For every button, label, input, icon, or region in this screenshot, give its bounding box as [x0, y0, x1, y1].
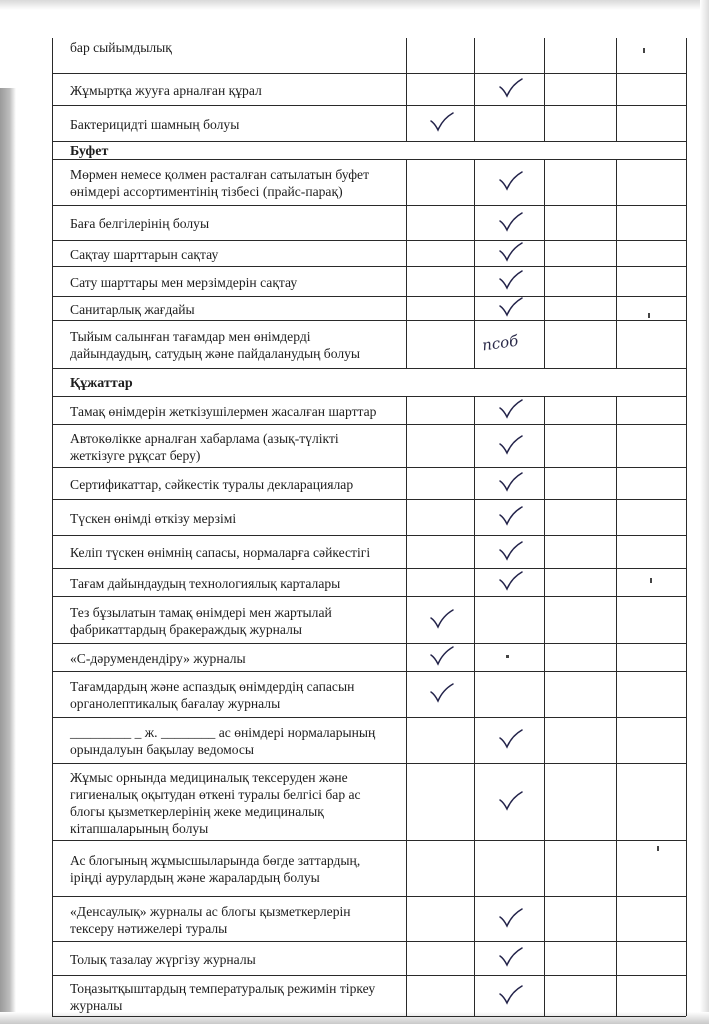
column-divider — [52, 368, 53, 396]
column-divider — [544, 205, 545, 240]
row-label: Мөрмен немесе қолмен расталған сатылатын буфет — [70, 167, 370, 182]
row-label: Автокөлікке арналған хабарлама (азық-түлікті — [70, 431, 339, 446]
row-label: Жұмыс орнында медициналық тексеруден және — [70, 770, 348, 785]
column-divider — [616, 535, 617, 568]
row-divider — [52, 266, 686, 267]
column-divider — [406, 38, 407, 73]
row-label: Келіп түскен өнімнің сапасы, нормаларға сәйкестігі — [70, 545, 371, 560]
column-divider — [474, 159, 475, 205]
handwritten-note: псоб — [480, 331, 520, 355]
column-divider — [52, 73, 53, 105]
column-divider — [474, 424, 475, 467]
column-divider — [686, 535, 687, 568]
column-divider — [544, 717, 545, 763]
row-divider — [52, 840, 686, 841]
row-divider — [52, 763, 686, 764]
column-divider — [474, 717, 475, 763]
column-divider — [406, 763, 407, 840]
column-divider — [686, 896, 687, 941]
check-mark-icon — [498, 77, 524, 99]
row-label: Баға белгілерінің болуы — [70, 216, 210, 231]
row-label: «Денсаулық» журналы ас блогы қызметкерлерін — [70, 904, 351, 919]
row-label: гигиеналық оқытудан өткені туралы белгісі бар ас — [70, 787, 361, 802]
column-divider — [616, 38, 617, 73]
column-divider — [616, 499, 617, 535]
column-divider — [52, 671, 53, 717]
check-mark-icon — [498, 296, 524, 318]
column-divider — [616, 73, 617, 105]
check-mark-icon — [498, 728, 524, 750]
column-divider — [686, 499, 687, 535]
column-divider — [52, 763, 53, 840]
column-divider — [52, 159, 53, 205]
column-divider — [686, 643, 687, 671]
row-label: органолептикалық бағалау журналы — [70, 696, 281, 711]
row-label: Сертификаттар, сәйкестік туралы декларациялар — [70, 477, 354, 492]
column-divider — [686, 159, 687, 205]
row-divider — [52, 975, 686, 976]
column-divider — [474, 38, 475, 73]
column-divider — [686, 717, 687, 763]
row-label: Сақтау шарттарын сақтау — [70, 247, 219, 262]
column-divider — [686, 368, 687, 396]
column-divider — [544, 240, 545, 266]
column-divider — [686, 240, 687, 266]
row-label: Санитарлық жағдайы — [70, 302, 195, 317]
column-divider — [474, 840, 475, 896]
column-divider — [686, 424, 687, 467]
section-heading: Құжаттар — [70, 376, 133, 391]
row-label: кітапшаларының болуы — [70, 821, 209, 836]
column-divider — [686, 941, 687, 975]
column-divider — [406, 424, 407, 467]
column-divider — [52, 896, 53, 941]
column-divider — [406, 159, 407, 205]
column-divider — [406, 73, 407, 105]
column-divider — [616, 205, 617, 240]
check-mark-icon — [498, 790, 524, 812]
column-divider — [686, 596, 687, 643]
column-divider — [406, 671, 407, 717]
column-divider — [52, 38, 53, 73]
column-divider — [544, 38, 545, 73]
column-divider — [52, 296, 53, 320]
column-divider — [52, 141, 53, 159]
column-divider — [686, 205, 687, 240]
column-divider — [544, 467, 545, 499]
column-divider — [616, 424, 617, 467]
row-divider — [52, 424, 686, 425]
column-divider — [616, 596, 617, 643]
ink-speck — [643, 48, 645, 53]
row-divider — [52, 73, 686, 74]
column-divider — [616, 840, 617, 896]
column-divider — [474, 499, 475, 535]
column-divider — [406, 535, 407, 568]
row-divider — [52, 499, 686, 500]
column-divider — [616, 671, 617, 717]
row-divider — [52, 568, 686, 569]
row-label: фабрикаттардың бракераждық журналы — [70, 622, 302, 637]
check-mark-icon — [498, 540, 524, 562]
column-divider — [686, 840, 687, 896]
column-divider — [686, 296, 687, 320]
column-divider — [406, 396, 407, 424]
column-divider — [474, 105, 475, 141]
column-divider — [686, 320, 687, 368]
check-mark-icon — [498, 946, 524, 968]
column-divider — [686, 105, 687, 141]
column-divider — [474, 396, 475, 424]
row-label: «С-дәрумендендіру» журналы — [70, 651, 246, 666]
column-divider — [52, 596, 53, 643]
column-divider — [544, 643, 545, 671]
column-divider — [474, 320, 475, 368]
column-divider — [474, 266, 475, 296]
column-divider — [474, 467, 475, 499]
column-divider — [474, 941, 475, 975]
row-divider — [52, 896, 686, 897]
row-label: Сату шарттары мен мерзімдерін сақтау — [70, 275, 298, 290]
ink-speck — [650, 578, 652, 583]
column-divider — [474, 296, 475, 320]
row-label: Тамақ өнімдерін жеткізушілермен жасалған шарттар — [70, 404, 377, 419]
row-divider — [52, 467, 686, 468]
column-divider — [544, 941, 545, 975]
column-divider — [544, 975, 545, 1016]
column-divider — [686, 266, 687, 296]
check-mark-icon — [498, 907, 524, 929]
check-mark-icon — [498, 211, 524, 233]
column-divider — [616, 717, 617, 763]
column-divider — [544, 499, 545, 535]
row-divider — [52, 240, 686, 241]
row-divider — [52, 105, 686, 106]
row-label: өнімдері ассортиментінің тізбесі (прайс-парақ) — [70, 184, 343, 199]
row-label: Тоңазытқыштардың температуралық режимін тіркеу — [70, 981, 376, 996]
check-mark-icon — [498, 170, 524, 192]
column-divider — [544, 568, 545, 596]
row-label: журналы — [70, 998, 123, 1013]
row-label: Түскен өнімді өткізу мерзімі — [70, 511, 237, 526]
check-mark-icon — [429, 608, 455, 630]
row-divider — [52, 596, 686, 597]
column-divider — [616, 941, 617, 975]
column-divider — [544, 396, 545, 424]
column-divider — [686, 396, 687, 424]
column-divider — [686, 141, 687, 159]
column-divider — [52, 941, 53, 975]
row-label: тексеру нәтижелері туралы — [70, 921, 228, 936]
column-divider — [406, 499, 407, 535]
column-divider — [686, 73, 687, 105]
column-divider — [616, 568, 617, 596]
column-divider — [616, 296, 617, 320]
column-divider — [616, 105, 617, 141]
column-divider — [406, 105, 407, 141]
row-label: жеткізуге рұқсат беру) — [70, 448, 201, 463]
column-divider — [474, 896, 475, 941]
column-divider — [52, 467, 53, 499]
row-divider — [52, 717, 686, 718]
column-divider — [52, 840, 53, 896]
column-divider — [474, 240, 475, 266]
row-divider — [52, 320, 686, 321]
column-divider — [616, 266, 617, 296]
column-divider — [544, 596, 545, 643]
check-mark-icon — [498, 505, 524, 527]
column-divider — [686, 763, 687, 840]
column-divider — [52, 205, 53, 240]
row-label: Жұмыртқа жууға арналған құрал — [70, 83, 262, 98]
row-label: дайындаудың, сатудың және пайдаланудың болуы — [70, 346, 361, 361]
column-divider — [616, 320, 617, 368]
row-label: Тез бұзылатын тамақ өнімдері мен жартылай — [70, 605, 332, 620]
column-divider — [544, 73, 545, 105]
column-divider — [616, 896, 617, 941]
column-divider — [616, 643, 617, 671]
row-label: Тыйым салынған тағамдар мен өнімдерді — [70, 329, 311, 344]
column-divider — [616, 763, 617, 840]
column-divider — [52, 424, 53, 467]
column-divider — [52, 396, 53, 424]
check-mark-icon — [498, 434, 524, 456]
row-divider — [52, 535, 686, 536]
column-divider — [544, 763, 545, 840]
column-divider — [406, 717, 407, 763]
column-divider — [52, 975, 53, 1016]
column-divider — [544, 296, 545, 320]
row-label: Тағамдардың және аспаздық өнімдердің сапасын — [70, 679, 355, 694]
column-divider — [544, 424, 545, 467]
column-divider — [406, 467, 407, 499]
column-divider — [474, 975, 475, 1016]
check-mark-icon — [498, 984, 524, 1006]
row-label: іріңді аурулардың және жаралардың болуы — [70, 870, 320, 885]
column-divider — [616, 467, 617, 499]
column-divider — [686, 671, 687, 717]
check-mark-icon — [498, 398, 524, 420]
column-divider — [406, 840, 407, 896]
column-divider — [616, 975, 617, 1016]
column-divider — [406, 205, 407, 240]
column-divider — [406, 568, 407, 596]
column-divider — [474, 643, 475, 671]
column-divider — [474, 763, 475, 840]
column-divider — [544, 105, 545, 141]
check-mark-icon — [429, 111, 455, 133]
column-divider — [52, 535, 53, 568]
row-divider — [52, 396, 686, 397]
check-mark-icon — [498, 269, 524, 291]
row-label: бар сыйымдылық — [70, 40, 172, 55]
column-divider — [52, 717, 53, 763]
row-label: _________ _ ж. ________ ас өнімдері нормаларының — [70, 725, 376, 740]
column-divider — [686, 975, 687, 1016]
row-label: Толық тазалау жүргізу журналы — [70, 952, 256, 967]
column-divider — [406, 266, 407, 296]
column-divider — [52, 568, 53, 596]
column-divider — [544, 671, 545, 717]
row-divider — [52, 205, 686, 206]
row-divider — [52, 941, 686, 942]
column-divider — [544, 535, 545, 568]
column-divider — [474, 568, 475, 596]
column-divider — [406, 320, 407, 368]
column-divider — [52, 266, 53, 296]
column-divider — [406, 941, 407, 975]
column-divider — [52, 320, 53, 368]
column-divider — [474, 535, 475, 568]
column-divider — [474, 205, 475, 240]
section-heading: Буфет — [70, 144, 109, 159]
column-divider — [686, 467, 687, 499]
column-divider — [406, 596, 407, 643]
row-divider — [52, 296, 686, 297]
check-mark-icon — [429, 645, 455, 667]
column-divider — [406, 240, 407, 266]
column-divider — [616, 396, 617, 424]
column-divider — [686, 38, 687, 73]
row-divider — [52, 643, 686, 644]
column-divider — [406, 296, 407, 320]
column-divider — [52, 643, 53, 671]
column-divider — [406, 896, 407, 941]
column-divider — [544, 266, 545, 296]
ink-speck — [657, 846, 659, 851]
ink-speck — [648, 313, 650, 318]
row-divider — [52, 159, 686, 160]
row-label: блогы қызметкерлерінің жеке медициналық — [70, 804, 324, 819]
ink-speck — [506, 655, 509, 658]
row-divider — [52, 1016, 686, 1017]
check-mark-icon — [498, 570, 524, 592]
check-mark-icon — [498, 471, 524, 493]
column-divider — [52, 240, 53, 266]
row-divider — [52, 141, 686, 142]
column-divider — [544, 896, 545, 941]
column-divider — [406, 975, 407, 1016]
row-label: Бактерицидті шамның болуы — [70, 117, 240, 132]
column-divider — [544, 159, 545, 205]
column-divider — [474, 596, 475, 643]
row-label: Тағам дайындаудың технологиялық карталары — [70, 576, 341, 591]
row-label: Ас блогының жұмысшыларында бөгде заттардың, — [70, 853, 361, 868]
check-mark-icon — [498, 241, 524, 263]
column-divider — [544, 320, 545, 368]
row-divider — [52, 368, 686, 369]
column-divider — [616, 240, 617, 266]
check-mark-icon — [429, 682, 455, 704]
column-divider — [406, 643, 407, 671]
row-divider — [52, 671, 686, 672]
column-divider — [686, 568, 687, 596]
column-divider — [474, 73, 475, 105]
row-label: орындалуын бақылау ведомосы — [70, 742, 255, 757]
column-divider — [616, 159, 617, 205]
column-divider — [474, 671, 475, 717]
column-divider — [52, 105, 53, 141]
column-divider — [544, 840, 545, 896]
column-divider — [52, 499, 53, 535]
